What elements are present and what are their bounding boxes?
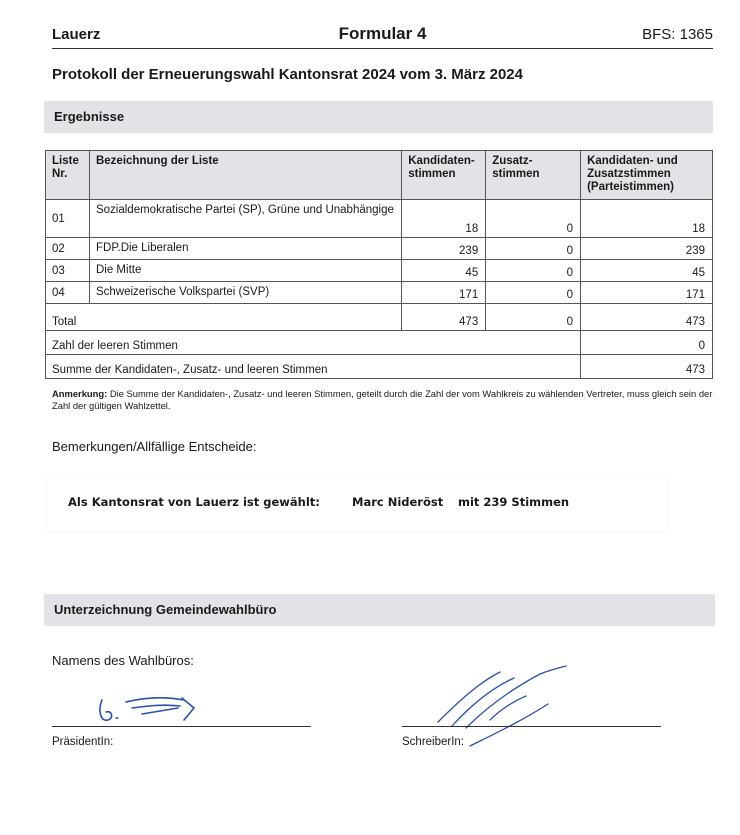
candidate-votes: 45 xyxy=(402,260,486,282)
total-party-votes: 473 xyxy=(581,304,713,331)
party-votes: 171 xyxy=(581,282,713,304)
party-votes: 18 xyxy=(581,200,713,238)
total-additional-votes: 0 xyxy=(486,304,581,331)
list-nr: 03 xyxy=(46,260,90,282)
empty-votes-label: Zahl der leeren Stimmen xyxy=(46,331,581,355)
bfs-number: BFS: 1365 xyxy=(642,26,713,43)
annotation-note xyxy=(52,388,717,412)
president-signature xyxy=(92,688,202,728)
table-header-row xyxy=(46,151,713,200)
page-header xyxy=(52,24,713,49)
sum-row xyxy=(46,355,713,379)
results-section-header: Ergebnisse xyxy=(44,101,713,133)
president-signature-line xyxy=(52,726,311,727)
sum-value: 473 xyxy=(581,355,713,379)
list-name: Schweizerische Volkspartei (SVP) xyxy=(89,282,401,304)
results-table xyxy=(45,150,713,379)
elected-name: Marc Nideröst xyxy=(352,495,444,509)
table-row xyxy=(46,200,713,238)
additional-votes: 0 xyxy=(486,260,581,282)
page-title: Protokoll der Erneuerungswahl Kantonsrat 2024 vom 3. März 2024 xyxy=(52,66,523,83)
table-row xyxy=(46,238,713,260)
remarks-label: Bemerkungen/Allfällige Entscheide: xyxy=(52,439,257,454)
secretary-label: SchreiberIn: xyxy=(402,736,465,748)
elected-votes: mit 239 Stimmen xyxy=(458,495,570,509)
candidate-votes: 239 xyxy=(402,238,486,260)
additional-votes: 0 xyxy=(486,238,581,260)
empty-votes-row xyxy=(46,331,713,355)
elected-label: Als Kantonsrat von Lauerz ist gewählt: xyxy=(68,495,320,509)
col-header-candidate: Kandidaten- stimmen xyxy=(402,151,486,200)
party-votes: 239 xyxy=(581,238,713,260)
municipality-name: Lauerz xyxy=(52,26,101,43)
additional-votes: 0 xyxy=(486,282,581,304)
col-header-nr: Liste Nr. xyxy=(46,151,90,200)
table-row xyxy=(46,282,713,304)
list-name: Die Mitte xyxy=(89,260,401,282)
list-nr: 04 xyxy=(46,282,90,304)
col-header-additional: Zusatz- stimmen xyxy=(486,151,581,200)
candidate-votes: 18 xyxy=(402,200,486,238)
candidate-votes: 171 xyxy=(402,282,486,304)
col-header-party: Kandidaten- und Zusatzstimmen (Parteistimmen) xyxy=(581,151,713,200)
on-behalf-label: Namens des Wahlbüros: xyxy=(52,653,194,668)
list-nr: 02 xyxy=(46,238,90,260)
party-votes: 45 xyxy=(581,260,713,282)
total-candidate-votes: 473 xyxy=(402,304,486,331)
additional-votes: 0 xyxy=(486,200,581,238)
col-header-name: Bezeichnung der Liste xyxy=(89,151,401,200)
note-label: Anmerkung: xyxy=(52,388,108,399)
total-row xyxy=(46,304,713,331)
secretary-signature-line xyxy=(402,726,661,727)
list-name: Sozialdemokratische Partei (SP), Grüne und Unabhängige xyxy=(89,200,401,238)
list-nr: 01 xyxy=(46,200,90,238)
form-number: Formular 4 xyxy=(338,24,427,43)
signature-section-header: Unterzeichnung Gemeindewahlbüro xyxy=(44,594,715,626)
list-name: FDP.Die Liberalen xyxy=(89,238,401,260)
empty-votes-value: 0 xyxy=(581,331,713,355)
president-label: PräsidentIn: xyxy=(52,736,114,748)
note-text: Die Summe der Kandidaten-, Zusatz- und leeren Stimmen, geteilt durch die Zahl der vom Wahlkreis zu wählenden Vertreter, muss gleich sein der Zahl der gültigen Wahlzettel. xyxy=(52,388,713,411)
table-row xyxy=(46,260,713,282)
total-label: Total xyxy=(46,304,402,331)
sum-label: Summe der Kandidaten-, Zusatz- und leeren Stimmen xyxy=(46,355,581,379)
